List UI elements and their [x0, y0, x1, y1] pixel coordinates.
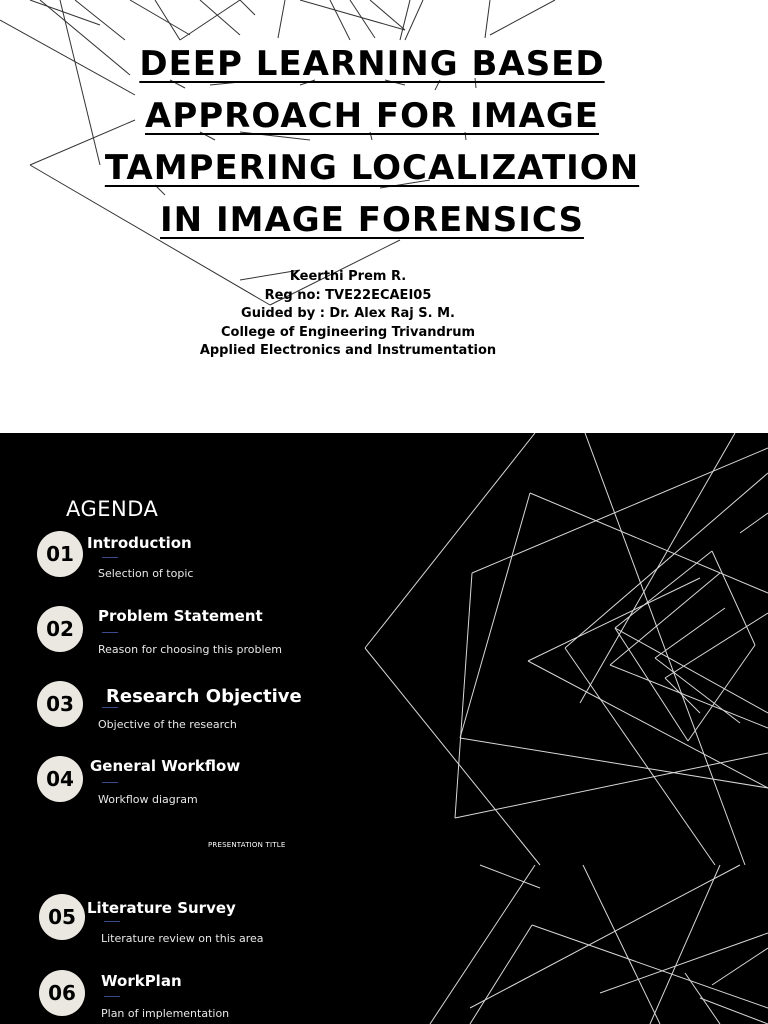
department-name: Applied Electronics and Instrumentation [199, 343, 497, 358]
title-line: DEEP LEARNING BASED [139, 44, 605, 84]
presentation-title [0, 38, 744, 246]
accent-dash [104, 921, 120, 922]
accent-dash [102, 782, 118, 783]
author-info [0, 268, 696, 361]
item-title: General Workflow [90, 757, 241, 775]
item-title: Introduction [87, 534, 192, 552]
item-number-badge: 02 [37, 606, 83, 652]
title-line: APPROACH FOR IMAGE [145, 96, 599, 136]
item-subtitle: Reason for choosing this problem [98, 643, 283, 656]
reg-number: Reg no: TVE22ECAEI05 [264, 287, 432, 303]
item-subtitle: Plan of implementation [101, 1007, 230, 1020]
item-title: WorkPlan [101, 972, 182, 990]
item-number-badge: 03 [37, 681, 83, 727]
item-title: Problem Statement [98, 607, 263, 625]
accent-dash [104, 996, 120, 997]
agenda-heading: AGENDA [66, 497, 159, 521]
item-subtitle: Objective of the research [98, 718, 237, 731]
item-subtitle: Literature review on this area [101, 932, 264, 945]
item-subtitle: Workflow diagram [98, 793, 198, 806]
accent-dash [102, 632, 118, 633]
title-line: TAMPERING LOCALIZATION [104, 148, 640, 188]
item-subtitle: Selection of topic [98, 567, 194, 580]
item-number-badge: 06 [39, 970, 85, 1016]
title-line: IN IMAGE FORENSICS [160, 200, 584, 240]
title-slide [0, 0, 768, 433]
accent-dash [102, 707, 118, 708]
item-number-badge: 05 [39, 894, 85, 940]
agenda-slide [0, 433, 768, 1024]
item-number-badge: 04 [37, 756, 83, 802]
presentation-footer: PRESENTATION TITLE [208, 841, 286, 849]
college-name: College of Engineering Trivandrum [220, 324, 476, 340]
guide-name: Guided by : Dr. Alex Raj S. M. [241, 306, 455, 321]
author-name: Keerthi Prem R. [289, 269, 407, 284]
item-title: Literature Survey [87, 899, 236, 917]
item-title: Research Objective [106, 686, 302, 707]
accent-dash [102, 557, 118, 558]
item-number-badge: 01 [37, 531, 83, 577]
